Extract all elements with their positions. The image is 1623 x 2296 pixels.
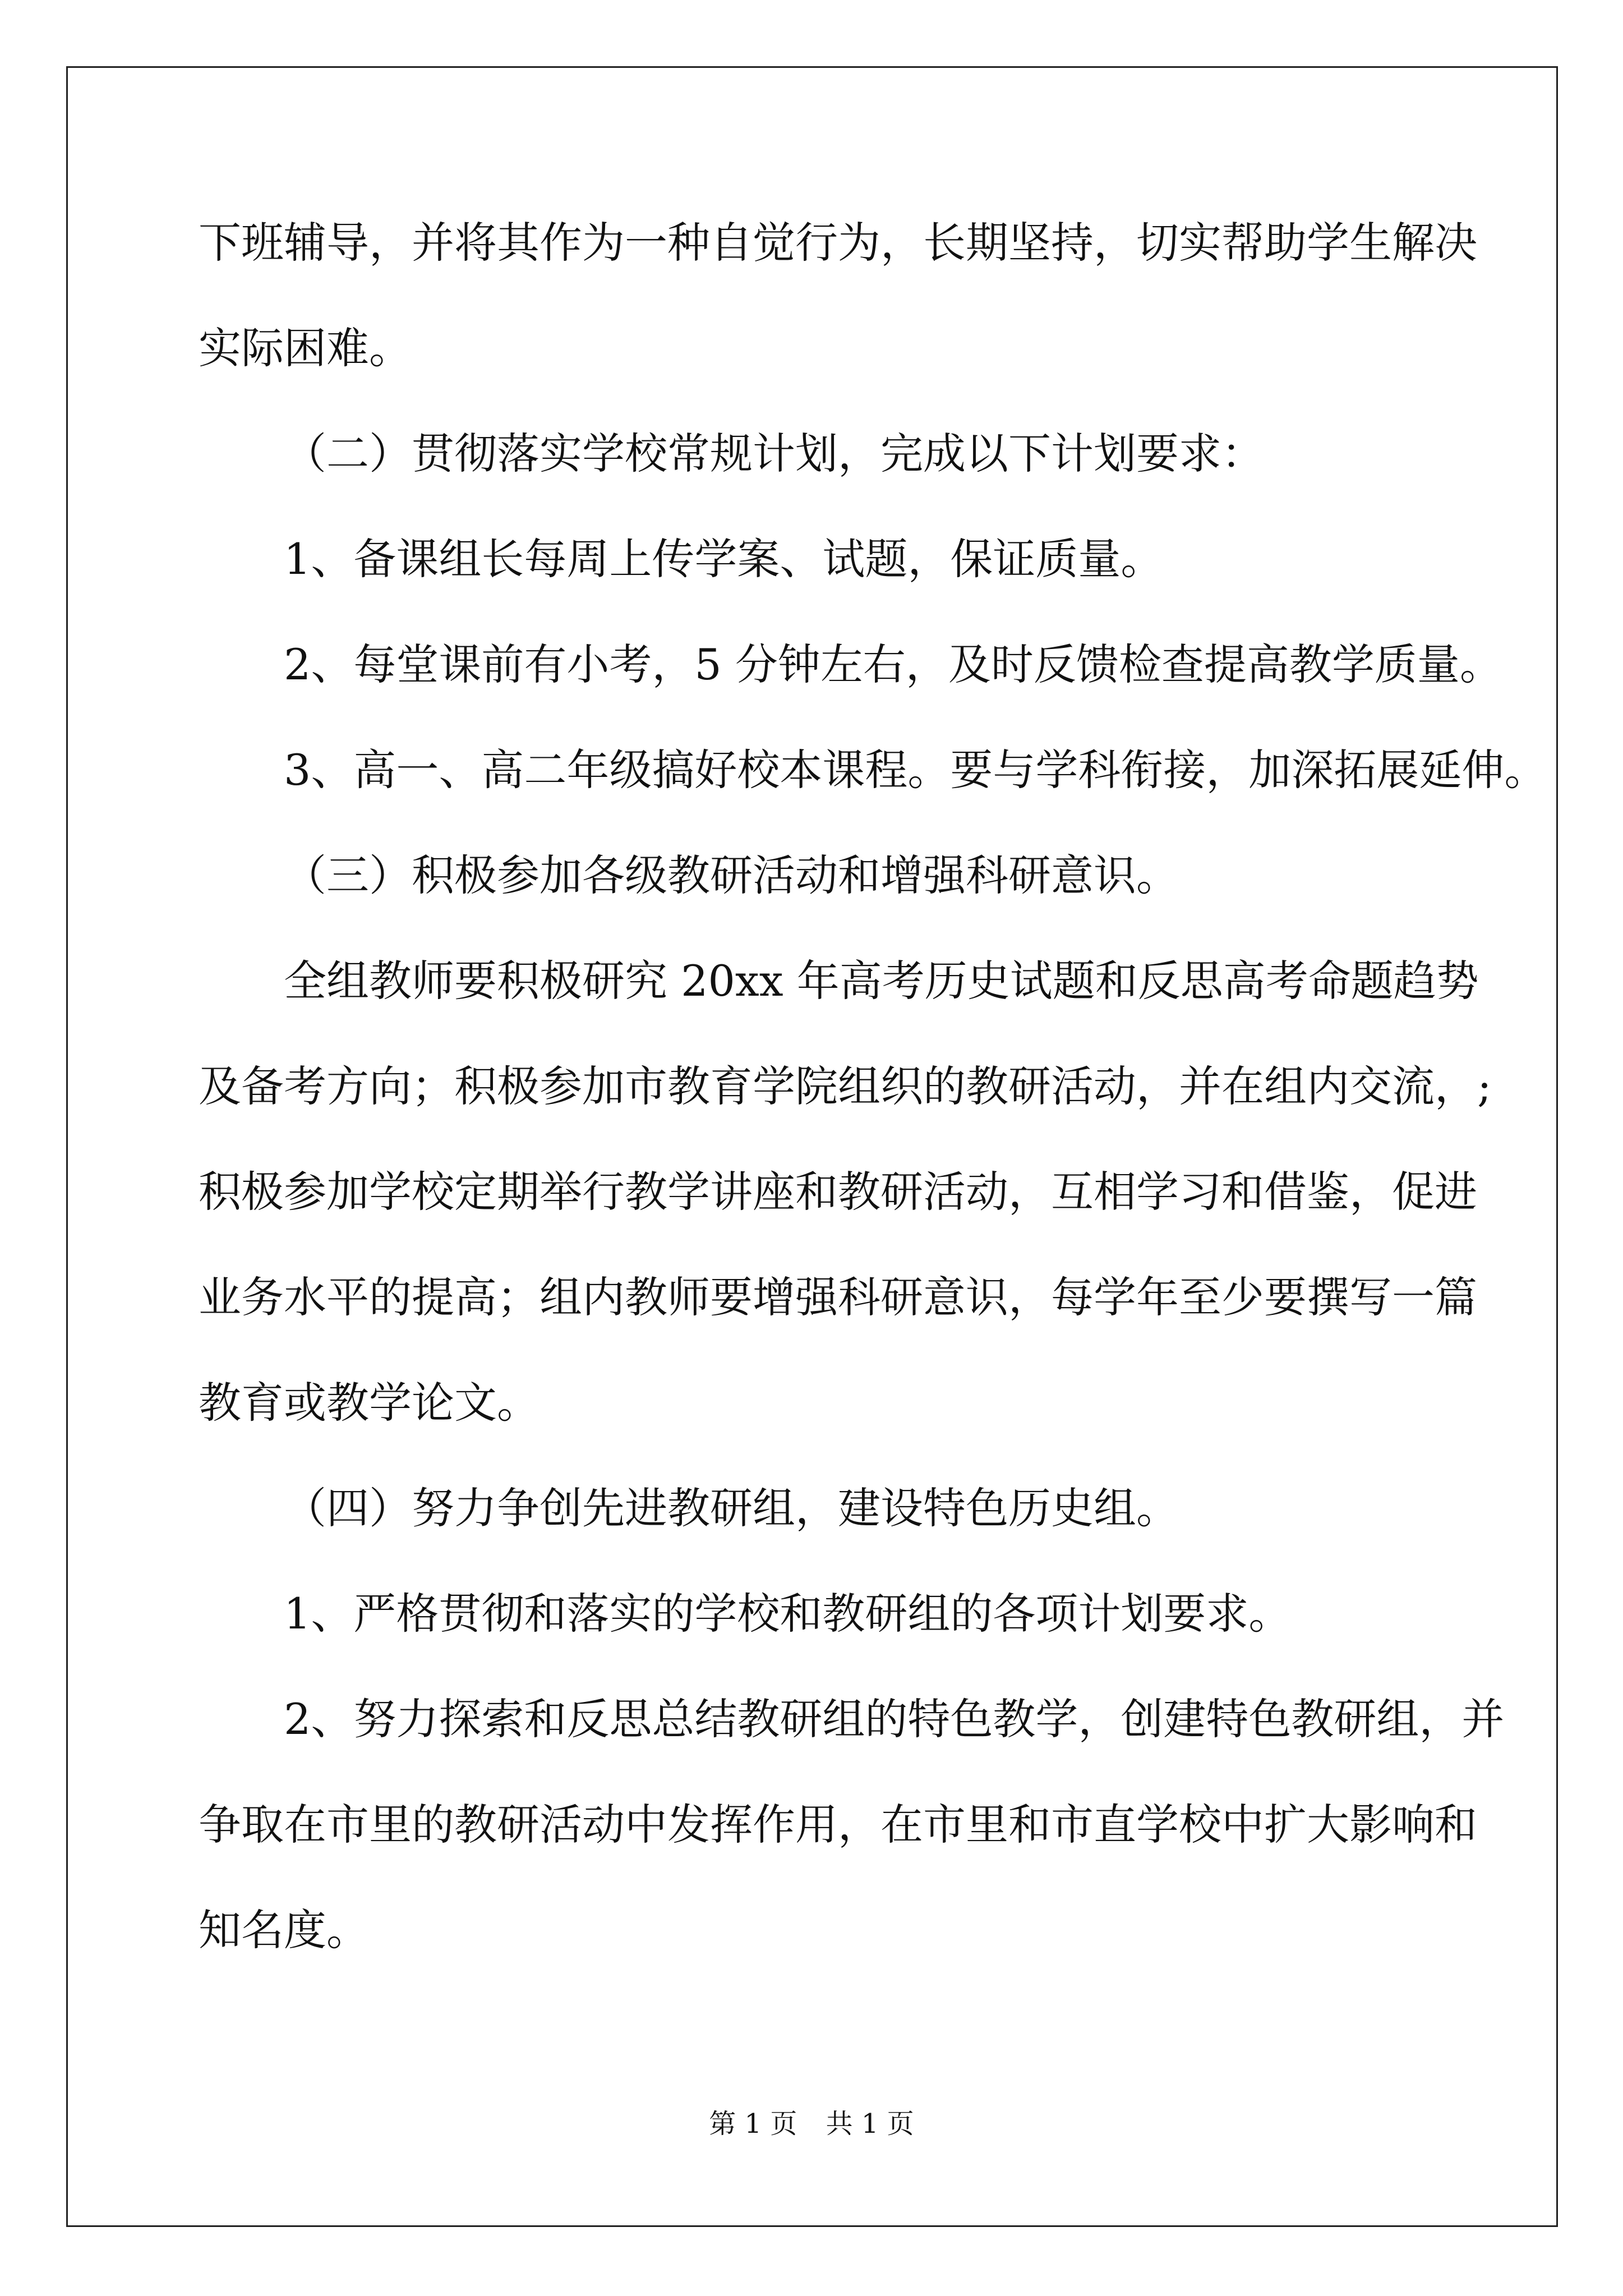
paragraph-line: 争取在市里的教研活动中发挥作用，在市里和市直学校中扩大影响和	[199, 1800, 1477, 1849]
paragraph-line: 教育或教学论文。	[199, 1378, 540, 1428]
page-number: 第 1 页	[709, 2108, 797, 2139]
paragraph-line: 积极参加学校定期举行教学讲座和教研活动，互相学习和借鉴，促进	[199, 1167, 1477, 1217]
list-item: 2、努力探索和反思总结教研组的特色教学，创建特色教研组，并	[284, 1694, 1505, 1744]
paragraph-line: 业务水平的提高；组内教师要增强科研意识，每学年至少要撰写一篇	[199, 1272, 1477, 1322]
paragraph-line: 及备考方向；积极参加市教育学院组织的教研活动，并在组内交流，;	[199, 1061, 1492, 1111]
page-total: 共 1 页	[826, 2108, 914, 2139]
page-footer	[0, 2107, 1623, 2141]
section-heading: （三）积极参加各级教研活动和增强科研意识。	[284, 850, 1179, 900]
paragraph-line: 知名度。	[199, 1905, 369, 1955]
section-heading: （二）贯彻落实学校常规计划，完成以下计划要求：	[284, 429, 1264, 478]
list-item: 1、严格贯彻和落实的学校和教研组的各项计划要求。	[284, 1589, 1292, 1639]
section-heading: （四）努力争创先进教研组，建设特色历史组。	[284, 1483, 1179, 1533]
list-item: 3、高一、高二年级搞好校本课程。要与学科衔接，加深拓展延伸。	[284, 745, 1547, 795]
paragraph-line: 实际困难。	[199, 323, 412, 373]
paragraph-line: 全组教师要积极研究 20xx 年高考历史试题和反思高考命题趋势	[284, 956, 1479, 1006]
paragraph-line: 下班辅导，并将其作为一种自觉行为，长期坚持，切实帮助学生解决	[199, 218, 1477, 268]
list-item: 2、每堂课前有小考，5 分钟左右，及时反馈检查提高教学质量。	[284, 639, 1502, 689]
list-item: 1、备课组长每周上传学案、试题，保证质量。	[284, 534, 1164, 584]
